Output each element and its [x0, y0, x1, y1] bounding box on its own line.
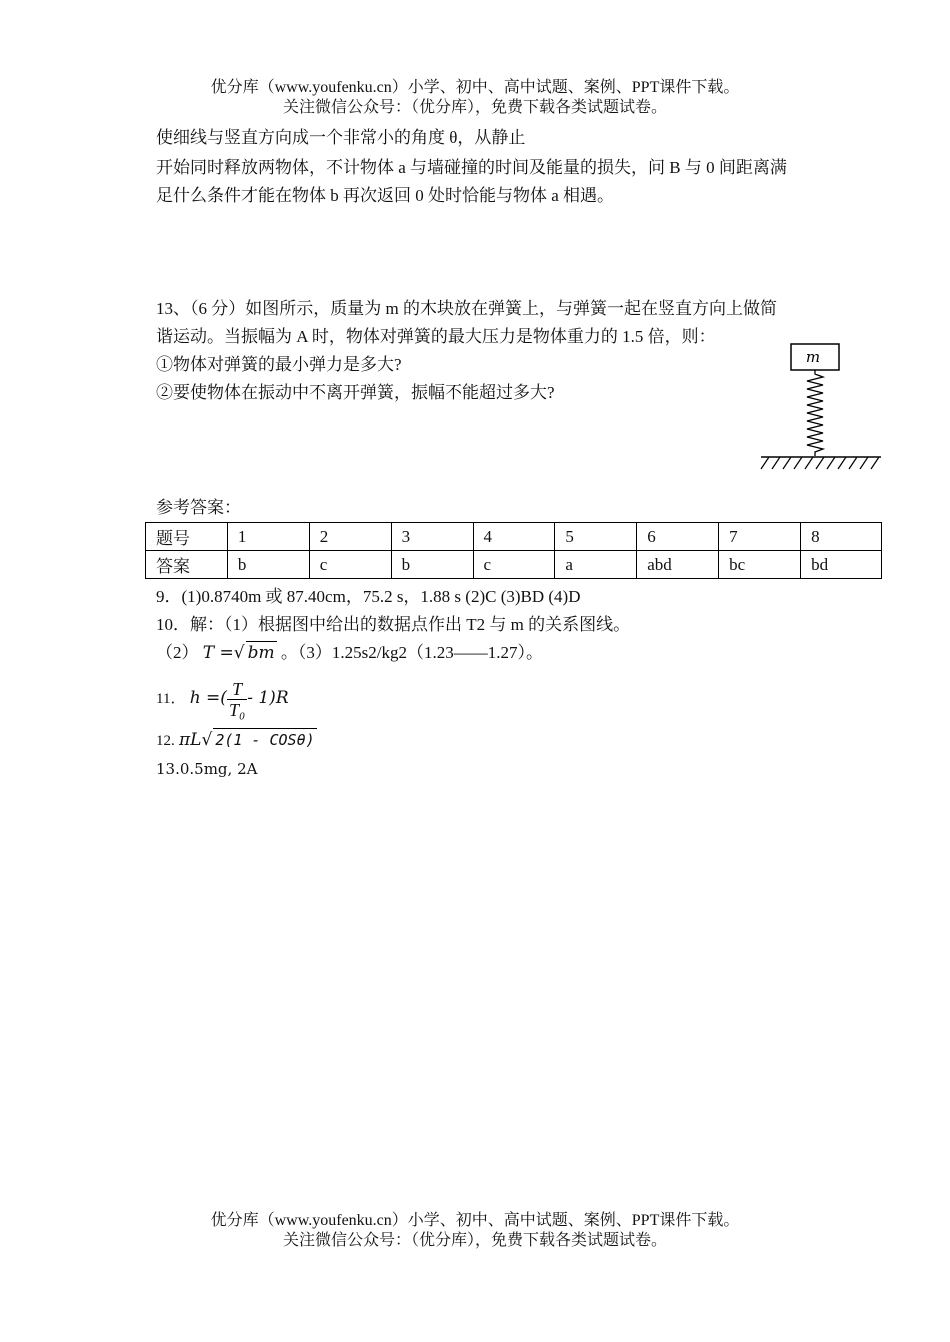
- answers-title: 参考答案：: [156, 498, 241, 517]
- table-cell: 5: [555, 523, 637, 551]
- table-cell: 3: [391, 523, 473, 551]
- table-cell: bd: [801, 551, 882, 579]
- answer-10-part-1: 10．解：（1）根据图中给出的数据点作出 T2 与 m 的关系图线。: [156, 615, 631, 634]
- question-12-text-3: 足什么条件才能在物体 b 再次返回 0 处时恰能与物体 a 相遇。: [156, 186, 615, 205]
- table-cell: 8: [801, 523, 882, 551]
- answer-10-suffix: 。（3）1.25s2/kg2（1.23——1.27）。: [280, 643, 543, 662]
- header-line-2: 关注微信公众号：（优分库），免费下载各类试题试卷。: [282, 99, 667, 116]
- answer-12-radicand: 2(1 - COSθ): [213, 728, 316, 751]
- question-13-text-1: 13、（6 分）如图所示，质量为 m 的木块放在弹簧上，与弹簧一起在竖直方向上做简: [156, 299, 777, 318]
- table-cell: 2: [309, 523, 391, 551]
- fraction-denominator: T₀: [228, 699, 246, 720]
- question-12-text-2: 开始同时释放两物体，不计物体 a 与墙碰撞的时间及能量的损失，问 B 与 0 间距离满: [156, 158, 787, 177]
- spring-mass-figure: [755, 338, 885, 473]
- table-cell: 1: [227, 523, 309, 551]
- answer-11-fraction: [227, 679, 247, 720]
- table-cell: 7: [719, 523, 801, 551]
- answer-12-prefix: 12.: [156, 733, 175, 749]
- formula-radicand: bm: [247, 643, 275, 663]
- mass-label: m: [805, 348, 821, 366]
- table-cell: c: [309, 551, 391, 579]
- answer-12: [156, 728, 317, 752]
- table-cell: b: [391, 551, 473, 579]
- table-row-question-numbers: [146, 523, 882, 551]
- table-cell: a: [555, 551, 637, 579]
- footer-line-2: 关注微信公众号：（优分库），免费下载各类试题试卷。: [282, 1232, 667, 1249]
- spring-coil: [807, 370, 823, 456]
- table-cell: 4: [473, 523, 555, 551]
- table-cell: abd: [637, 551, 719, 579]
- question-12-text-1: 使细线与竖直方向成一个非常小的角度 θ，从静止: [156, 128, 526, 147]
- table-cell: 答案: [146, 551, 228, 579]
- radical-sign: √: [201, 730, 213, 750]
- question-13-text-2: 谐运动。当振幅为 A 时，物体对弹簧的最大压力是物体重力的 1.5 倍，则：: [156, 327, 716, 346]
- answer-9: 9．(1)0.8740m 或 87.40cm，75.2 s，1.88 s (2)C (3)BD (4)D: [156, 587, 581, 606]
- ground-hatching: [761, 457, 879, 469]
- table-row-answers: [146, 551, 882, 579]
- answer-10-formula: T =√ bm: [202, 643, 275, 663]
- answer-13: 13.0.5mg, 2A: [156, 760, 258, 778]
- answer-11: [156, 676, 289, 721]
- answer-11-lhs: h =(: [189, 688, 227, 708]
- answer-table: [145, 522, 882, 579]
- table-cell: c: [473, 551, 555, 579]
- answer-10-part-2: [156, 641, 543, 664]
- question-13-item-1: ①物体对弹簧的最小弹力是多大?: [156, 355, 402, 374]
- question-13-item-2: ②要使物体在振动中不离开弹簧，振幅不能超过多大?: [156, 383, 555, 402]
- answer-12-lhs: πL: [179, 730, 202, 750]
- footer-line-1: 优分库（www.youfenku.cn）小学、初中、高中试题、案例、PPT课件下载。: [210, 1212, 740, 1229]
- formula-lhs: T =: [202, 643, 234, 663]
- answer-10-prefix: （2）: [156, 643, 199, 662]
- table-cell: bc: [719, 551, 801, 579]
- table-cell: 6: [637, 523, 719, 551]
- fraction-numerator: T: [227, 679, 247, 700]
- table-cell: 题号: [146, 523, 228, 551]
- answer-11-prefix: 11．: [156, 691, 186, 707]
- header-line-1: 优分库（www.youfenku.cn）小学、初中、高中试题、案例、PPT课件下载。: [210, 79, 740, 96]
- answer-11-rhs: - 1)R: [247, 688, 289, 708]
- table-cell: b: [227, 551, 309, 579]
